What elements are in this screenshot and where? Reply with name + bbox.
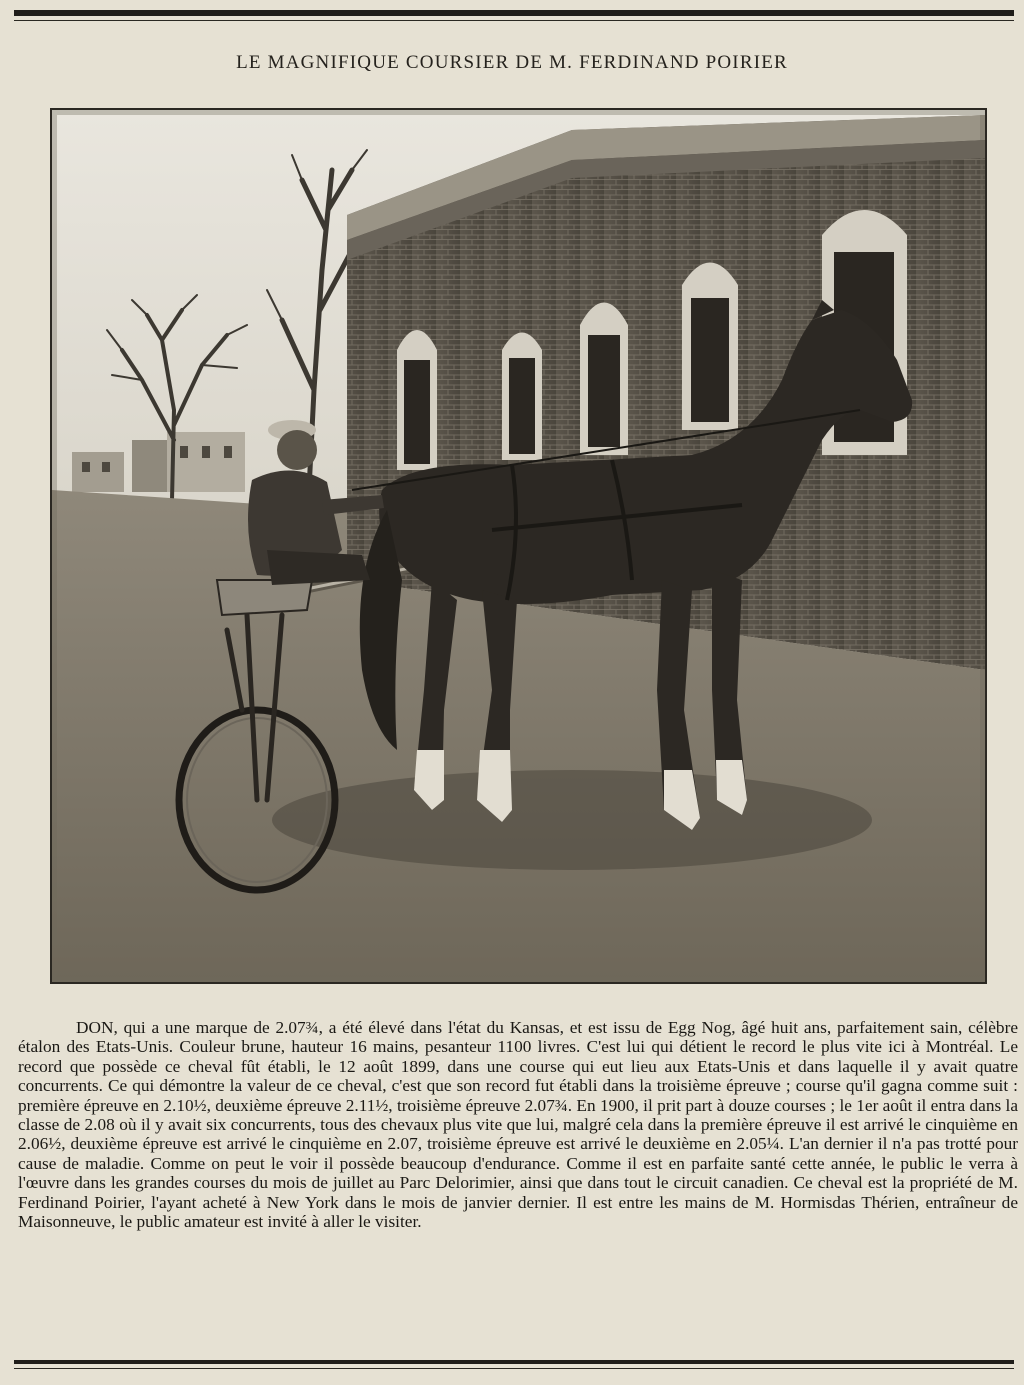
horse-shadow [272, 770, 872, 870]
bottom-rule-thin [14, 1368, 1014, 1369]
article-paragraph: DON, qui a une marque de 2.07¾, a été élevé dans l'état du Kansas, et est issu de Egg Nog, âgé huit ans, parfaitement sain, célèbre étalon des Etats-Unis. Couleur brune, hauteur 16 mains, pesanteur 1100 livres. C'est lui qui détient le record le plus vite ici à Montréal. Le record que possède ce cheval fût établi, le 12 août 1899, dans une course qui eut lieu aux Etats-Unis et dans laquelle il y avait quatre concurrents. Ce qui démontre la valeur de ce cheval, c'est que son record fut établi dans la troisième épreuve ; course qu'il gagna comme suit : première épreuve en 2.10½, deuxième épreuve 2.11½, troisième épreuve 2.07¾. En 1900, il prit part à douze courses ; le 1er août il entra dans la classe de 2.08 où il y avait six concurrents, tous des chevaux plus vite que lui, malgré cela dans la première épreuve il est arrivé le cinquième en 2.06½, deuxième épreuve est arrivé le cinquième en 2.07, troisième épreuve est arrivé le deuxième en 2.05¼. L'an dernier il n'a pas trotté pour cause de maladie. Comme on peut le voir il possède beaucoup d'endurance. Comme il est en parfaite santé cette année, le public le verra à l'œuvre dans les grandes courses du mois de juillet au Parc Delorimier, ainsi que dans tout le circuit canadien. Ce cheval est la propriété de M. Ferdinand Poirier, l'ayant acheté à New York dans le mois de janvier dernier. Il est entre les mains de M. Hormisdas Thérien, entraîneur de Maisonneuve, le public amateur est invité à aller le visiter. [18, 1018, 1018, 1232]
horse-photograph [50, 108, 987, 984]
horse-photo-illustration [52, 110, 985, 982]
page-headline: LE MAGNIFIQUE COURSIER DE M. FERDINAND POIRIER [236, 52, 788, 73]
top-rule [14, 10, 1014, 16]
top-rule-thin [14, 20, 1014, 21]
bottom-rule [14, 1360, 1014, 1364]
